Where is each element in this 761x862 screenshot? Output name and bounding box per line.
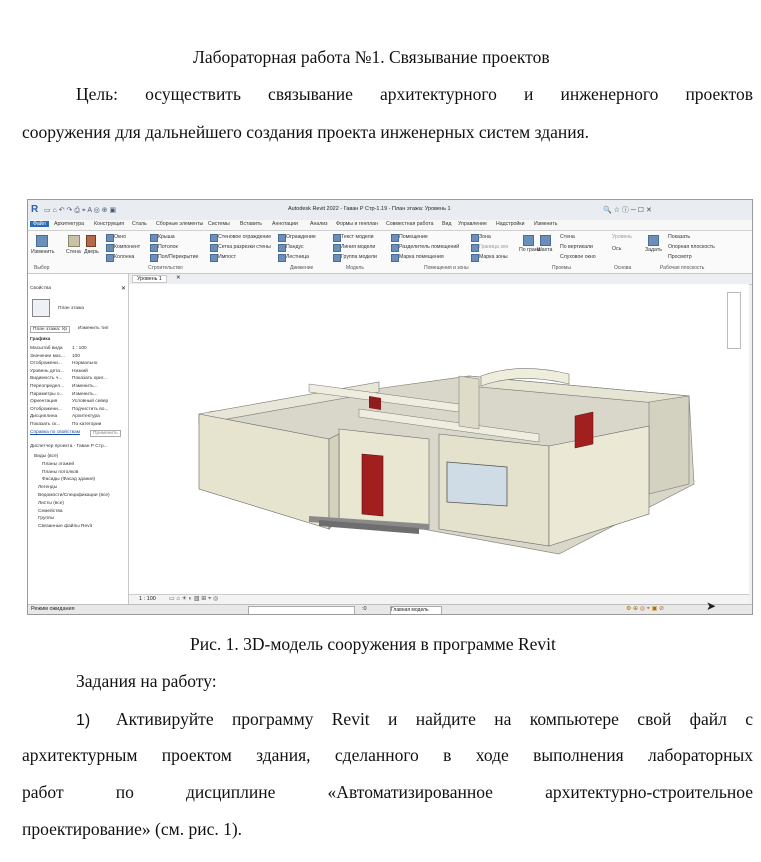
ramp-icon[interactable] (278, 244, 286, 252)
qat-icons: ▭ ⌂ ↶ ↷ ⎙ ⌖ A ◎ ⊕ ▣ (44, 207, 117, 214)
room-separator-button[interactable]: Разделитель помещений (399, 244, 460, 250)
tab-massing[interactable]: Формы и генплан (336, 221, 378, 227)
room-separator-icon[interactable] (391, 244, 399, 252)
view-control-icons[interactable]: ▭ ⌂ ☀ ◐ ▧ ⊞ ⌖ ◎ (169, 596, 219, 602)
tab-addins[interactable]: Надстройки (496, 221, 525, 227)
type-name: План этажа (58, 306, 84, 311)
property-value[interactable]: Подчистить во... (72, 406, 109, 412)
property-value[interactable]: 100 (72, 353, 81, 359)
property-name: Показать ск... (30, 422, 61, 427)
goal-line-2: сооружения для дальнейшего создания проекта инженерных систем здания. (22, 122, 590, 142)
tab-steel[interactable]: Сталь (132, 221, 147, 227)
ribbon-panel (28, 231, 752, 274)
area-tag-button[interactable]: Марка зоны (479, 254, 508, 260)
group-model-label: Модель (346, 265, 364, 271)
dormer-button[interactable]: Слуховое окно (560, 254, 596, 260)
mullion-button[interactable]: Импост (218, 254, 236, 260)
graphics-section: Графика (30, 337, 51, 342)
by-face-icon[interactable] (523, 235, 534, 246)
3d-view-canvas[interactable] (129, 284, 749, 594)
property-name: Дисциплина (30, 414, 58, 420)
property-value[interactable]: Изменить... (72, 391, 98, 397)
browser-item[interactable]: Фасады (Фасад здания) (42, 477, 96, 483)
wall-opening-button[interactable]: Стена (560, 234, 575, 240)
goal-line-1: Цель: осуществить связывание архитектурного и инженерного проектов (76, 84, 753, 104)
property-name: Масштаб вида (30, 346, 63, 351)
curtain-system-button[interactable]: Стеновое ограждение (218, 234, 272, 240)
viewer-button[interactable]: Просмотр (668, 254, 692, 260)
project-browser-header: Диспетчер проекта - Гаван Р Стр... (30, 444, 108, 449)
tab-architecture[interactable]: Архитектура (54, 221, 85, 227)
curtain-grid-icon[interactable] (210, 244, 218, 252)
properties-panel (28, 274, 129, 604)
shaft-button[interactable]: Шахта (537, 247, 553, 253)
modify-icon[interactable] (36, 235, 48, 247)
browser-item[interactable]: Легенды (38, 485, 58, 491)
roof-button[interactable]: Крыша (158, 234, 175, 240)
shaft-icon[interactable] (540, 235, 551, 246)
figure-caption: Рис. 1. 3D-модель сооружения в программе Revit (190, 634, 556, 654)
property-name: Переопредел... (30, 384, 65, 389)
navigation-bar[interactable] (727, 292, 741, 349)
mullion-icon[interactable] (210, 254, 218, 262)
type-preview-icon (32, 299, 50, 317)
stair-icon[interactable] (278, 254, 286, 262)
task-1-line-1: Активируйте программу Revit и найдите на компьютере свой файл с (116, 709, 753, 729)
property-value[interactable]: Низкий (72, 368, 88, 374)
document-title: Лабораторная работа №1. Связывание проектов (193, 47, 550, 67)
set-workplane-icon[interactable] (648, 235, 659, 246)
properties-help-link[interactable]: Справка по свойствам (30, 430, 81, 435)
tab-manage[interactable]: Управление (458, 221, 487, 227)
task-1-number: 1) (76, 712, 91, 729)
group-room-area-label: Помещения и зоны (424, 265, 469, 271)
status-tool-icons[interactable]: ⚙ ⊕ ◎ ⌖ ▣ ⊘ (626, 606, 665, 612)
task-1-line-4: проектирование» (см. рис. 1). (22, 819, 243, 839)
roof-icon[interactable] (150, 234, 158, 242)
by-face-button[interactable]: По грани (519, 247, 541, 253)
property-name: Отображени... (30, 406, 62, 412)
ribbon-tabs (28, 220, 752, 231)
status-text: Режим ожидания (31, 606, 75, 612)
ref-plane-button[interactable]: Опорная плоскость (668, 244, 715, 250)
close-icon[interactable]: ✕ (121, 286, 127, 292)
property-name: Отображени... (30, 361, 62, 367)
tab-insert[interactable]: Вставить (240, 221, 262, 227)
tab-precast[interactable]: Сборные элементы (156, 221, 204, 227)
floor-icon[interactable] (150, 254, 158, 262)
tab-annotate[interactable]: Аннотации (272, 221, 298, 227)
tab-level-1[interactable]: Уровень 1 (132, 275, 167, 283)
railing-button[interactable]: Ограждение (286, 234, 316, 240)
show-workplane-button[interactable]: Показать (668, 234, 691, 240)
property-value[interactable]: Условный север (72, 399, 109, 405)
railing-icon[interactable] (278, 234, 286, 242)
mouse-cursor-icon: ➤ (706, 599, 717, 613)
browser-item[interactable]: Планы этажей (42, 461, 75, 467)
group-datum-label: Основа (614, 265, 632, 271)
curtain-grid-button[interactable]: Сетка разрезки стены (218, 244, 271, 250)
browser-item[interactable]: Семейства (38, 508, 63, 514)
model-group-icon[interactable] (333, 254, 341, 262)
tab-modify[interactable]: Изменить (534, 221, 558, 227)
curtain-system-icon[interactable] (210, 234, 218, 242)
area-button[interactable]: Зона (479, 234, 491, 240)
revit-logo-icon: R (31, 204, 39, 215)
area-tag-icon[interactable] (471, 254, 479, 262)
task-1-line-2: архитектурным проектом здания, сделанного в ходе выполнения лабораторных (22, 745, 753, 765)
browser-item[interactable]: Виды (все) (34, 454, 59, 459)
browser-item[interactable]: Листы (все) (38, 500, 64, 506)
set-workplane-button[interactable]: Задать (645, 247, 662, 253)
property-name: Параметры о... (30, 391, 64, 397)
window-controls: 🔍 ☆ ⓘ ─ ☐ ✕ (603, 207, 652, 214)
area-icon[interactable] (471, 234, 479, 242)
revit-screenshot (27, 199, 753, 615)
properties-header: Свойства (30, 286, 52, 291)
tasks-heading: Задания на работу: (76, 671, 217, 691)
column-icon[interactable] (106, 254, 114, 262)
modify-button[interactable]: Изменить (31, 249, 55, 255)
property-value[interactable]: Изменить... (72, 384, 98, 389)
view-tab-close-icon[interactable]: ✕ (176, 275, 181, 281)
tab-view[interactable]: Вид (442, 221, 452, 227)
area-boundary-button[interactable]: Граница зон (479, 244, 509, 250)
view-scale[interactable]: 1 : 100 (139, 596, 156, 602)
selection-count: :0 (362, 606, 367, 612)
model-line-icon[interactable] (333, 244, 341, 252)
property-name: Ориентация (30, 399, 58, 405)
model-group-button[interactable]: Группа модели (341, 254, 377, 260)
door-icon[interactable] (86, 235, 96, 247)
group-workplane-label: Рабочая плоскость (660, 265, 705, 271)
room-button[interactable]: Помещение (399, 234, 428, 240)
model-line-button[interactable]: Линия модели (341, 244, 376, 250)
tab-analyze[interactable]: Анализ (310, 221, 328, 227)
column-button[interactable]: Колонна (114, 254, 135, 260)
property-value[interactable]: Показать ориг... (72, 376, 107, 382)
apply-button[interactable]: Применить (90, 430, 121, 437)
wall-button[interactable]: Стена (66, 249, 81, 255)
room-tag-icon[interactable] (391, 254, 399, 262)
design-option-field[interactable]: Главная модель (390, 606, 442, 615)
quick-access-toolbar (28, 200, 752, 221)
ceiling-button[interactable]: Потолок (158, 244, 178, 250)
browser-item[interactable]: Группы (38, 516, 54, 522)
tab-file[interactable]: Файл (30, 221, 49, 227)
tab-collaborate[interactable]: Совместная работа (386, 221, 434, 227)
model-text-icon[interactable] (333, 234, 341, 242)
task-1-line-3: работ по дисциплине «Автоматизированное архитектурно-строительное (22, 782, 753, 802)
edit-type-button[interactable]: Изменить тип (78, 326, 109, 331)
browser-item[interactable]: Связанные файлы Revit (38, 524, 92, 530)
component-icon[interactable] (106, 244, 114, 252)
component-button[interactable]: Компонент (114, 244, 141, 250)
ceiling-icon[interactable] (150, 244, 158, 252)
group-circulation-label: Движение (290, 265, 314, 271)
grid-button[interactable]: Ось (612, 246, 622, 252)
level-button[interactable]: Уровень (612, 234, 632, 240)
workset-dropdown[interactable] (248, 606, 355, 615)
browser-item[interactable]: Ведомости/Спецификации (все) (38, 493, 110, 498)
property-name: Значение мас... (30, 353, 65, 359)
property-name: Видимость ч... (30, 376, 63, 382)
floor-button[interactable]: Пол/Перекрытие (158, 254, 199, 260)
window-button[interactable]: Окно (114, 234, 127, 240)
property-value[interactable]: Нормально (72, 361, 98, 367)
property-value[interactable]: 1 : 100 (72, 346, 87, 351)
wall-icon[interactable] (68, 235, 80, 247)
room-tag-button[interactable]: Марка помещения (399, 254, 444, 260)
group-build-label: Строительство (148, 265, 183, 271)
tab-structure[interactable]: Конструкция (94, 221, 125, 227)
area-boundary-icon[interactable] (471, 244, 479, 252)
window-icon[interactable] (106, 234, 114, 242)
property-value[interactable]: По категории (72, 422, 102, 427)
group-select-label[interactable]: Выбор (34, 265, 50, 271)
model-text-button[interactable]: Текст модели (341, 234, 374, 240)
property-name: Уровень дета... (30, 368, 64, 374)
stair-button[interactable]: Лестница (286, 254, 309, 260)
group-opening-label: Проемы (552, 265, 571, 271)
room-icon[interactable] (391, 234, 399, 242)
property-value[interactable]: Архитектура (72, 414, 100, 420)
browser-item[interactable]: Планы потолков (42, 469, 79, 475)
tab-systems[interactable]: Системы (208, 221, 230, 227)
door-button[interactable]: Дверь (84, 249, 99, 255)
type-selector[interactable]: План этажа: Ур (30, 326, 70, 333)
window-title: Autodesk Revit 2022 - Гаван Р Стр-1.19 - План этажа: Уровень 1 (288, 206, 451, 212)
building-3d-model (129, 284, 749, 594)
ramp-button[interactable]: Пандус (286, 244, 304, 250)
vertical-opening-button[interactable]: По вертикали (560, 244, 593, 250)
